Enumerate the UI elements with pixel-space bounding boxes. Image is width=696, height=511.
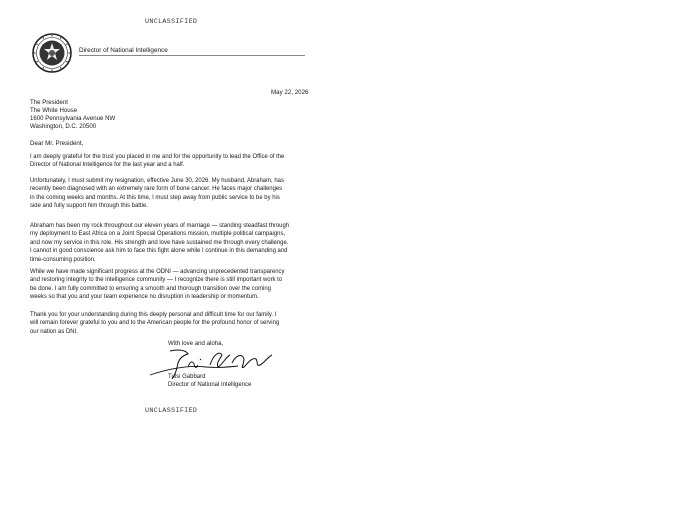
body-paragraph bbox=[30, 222, 320, 264]
paragraph-line: Director of National Intelligence for the last year and a half. bbox=[30, 162, 185, 169]
body-paragraph bbox=[30, 311, 320, 336]
address-line: The White House bbox=[30, 107, 78, 115]
letterhead-office-title: Director of National Intelligence bbox=[79, 47, 168, 54]
signer-title: Director of National Intelligence bbox=[168, 382, 252, 389]
paragraph-line: side and fully support him through this battle. bbox=[30, 203, 148, 210]
paragraph-line: Abraham has been my rock throughout our eleven years of marriage — standing steadfast through bbox=[30, 223, 290, 229]
classification-marking-top: UNCLASSIFIED bbox=[145, 18, 198, 25]
signature-block bbox=[168, 373, 251, 390]
paragraph-line: and now my service in this role. His strength and love have sustained me through every challenge. bbox=[30, 239, 289, 246]
paragraph-line: be done. I am fully committed to ensuring a smooth and thorough transition over the coming bbox=[30, 285, 271, 292]
paragraph-line: While we have made significant progress at the ODNI — advancing unprecedented transparency bbox=[30, 269, 285, 275]
paragraph-line: my deployment to East Africa on a Joint Special Operations mission, multiple political campaigns, bbox=[30, 231, 286, 238]
body-paragraph bbox=[30, 177, 320, 211]
paragraph-line: Unfortunately, I must submit my resignation, effective June 30, 2026. My husband, Abraham, has bbox=[30, 178, 284, 184]
paragraph-line: Thank you for your understanding during this deeply personal and difficult time for our family. I bbox=[30, 312, 277, 318]
paragraph-line: our nation as DNI. bbox=[30, 328, 78, 335]
recipient-address bbox=[30, 99, 115, 131]
signer-name: Tulsi Gabbard bbox=[168, 374, 206, 380]
paragraph-line: I cannot in good conscience ask him to face this fight alone while I continue in this demanding and bbox=[30, 248, 288, 255]
address-line: Washington, D.C. 20500 bbox=[30, 123, 97, 131]
letter-date: May 22, 2026 bbox=[271, 89, 309, 96]
paragraph-line: I am deeply grateful for the trust you placed in me and for the opportunity to lead the Office of the bbox=[30, 154, 285, 160]
body-paragraph bbox=[30, 268, 320, 302]
paragraph-line: recently been diagnosed with an extremely rare form of bone cancer. He faces major challenges bbox=[30, 186, 283, 193]
salutation: Dear Mr. President, bbox=[30, 140, 84, 147]
letterhead-divider bbox=[79, 55, 305, 56]
paragraph-line: will remain forever grateful to you and to the American people for the profound honor of serving bbox=[30, 320, 280, 327]
closing-line: With love and aloha, bbox=[168, 340, 224, 347]
dni-seal-icon bbox=[32, 33, 72, 73]
paragraph-line: time-consuming position. bbox=[30, 256, 96, 263]
classification-marking-bottom: UNCLASSIFIED bbox=[145, 407, 198, 414]
address-line: The President bbox=[30, 99, 68, 106]
paragraph-line: in the coming weeks and months. At this time, I must step away from public service to be by his bbox=[30, 194, 280, 201]
paragraph-line: weeks so that you and your team experience no disruption in leadership or momentum. bbox=[30, 294, 259, 301]
body-paragraph bbox=[30, 153, 320, 170]
address-line: 1600 Pennsylvania Avenue NW bbox=[30, 115, 116, 123]
paragraph-line: and restoring integrity to the intelligence community — I recognize there is still important work to bbox=[30, 277, 283, 284]
